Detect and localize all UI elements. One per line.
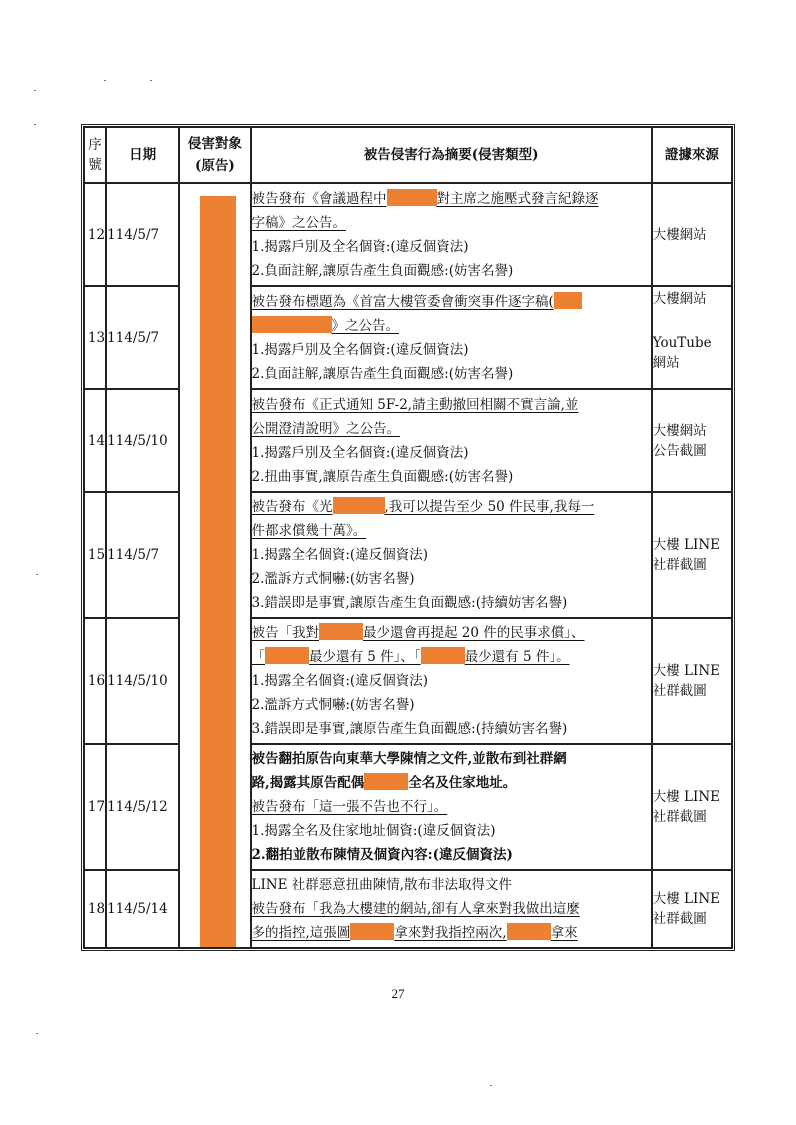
redaction-bar <box>200 196 236 947</box>
row-summary: 被告翻拍原告向東華大學陳情之文件,並散布到社群網 路,揭露其原告配偶 全名及住家地址。 被告發布「這一張不告也不行」。 1.揭露全名及住家地址個資:(違反個資法) 2.翻拍並散布陳情及個資內容:(違反個資法) <box>251 744 652 870</box>
row-source <box>652 744 732 870</box>
row-source <box>652 389 732 492</box>
scan-speck <box>490 1085 492 1086</box>
source-line: 大樓網站 <box>652 422 707 439</box>
table-header-row <box>84 127 732 183</box>
source-line: 大樓網站 <box>652 226 707 243</box>
row-number: 15 <box>84 492 106 618</box>
scan-speck <box>36 574 38 575</box>
source-line: 社群截圖 <box>652 911 707 927</box>
row-date: 114/5/14 <box>106 870 179 948</box>
row-date: 114/5/7 <box>106 286 179 389</box>
scan-speck <box>36 1033 38 1034</box>
source-line: 大樓網站 <box>652 291 707 307</box>
redaction-block <box>387 189 437 206</box>
source-line: 社群截圖 <box>652 809 707 825</box>
row-source <box>652 286 732 389</box>
row-date: 114/5/7 <box>106 183 179 286</box>
redaction-block <box>364 773 408 790</box>
scan-speck <box>34 90 36 91</box>
row-source <box>652 183 732 286</box>
row-summary: 被告發布《會議過程中 對主席之施壓式發言紀錄逐 字稿》之公告。 1.揭露戶別及全名個資:(違反個資法) 2.負面註解,讓原告產生負面觀感:(妨害名譽) <box>251 183 652 286</box>
source-line: 社群截圖 <box>652 557 707 573</box>
row-date: 114/5/10 <box>106 618 179 744</box>
row-summary: LINE 社群惡意扭曲陳情,散布非法取得文件 被告發布「我為大樓建的網站,卻有人拿來對我做出這麼 多的指控,這張圖 拿來對我指控兩次, 拿來 <box>251 870 652 948</box>
source-line: 大樓 LINE <box>652 663 720 679</box>
row-date: 114/5/10 <box>106 389 179 492</box>
table-row <box>84 183 732 286</box>
row-summary: 被告發布《正式通知 5F-2,請主動撤回相關不實言論,並 公開澄清說明》之公告。 1.揭露戶別及全名個資:(違反個資法) 2.扭曲事實,讓原告產生負面觀感:(妨害名譽) <box>251 389 652 492</box>
redaction-block <box>252 316 332 333</box>
infringement-table <box>81 124 735 951</box>
redaction-block <box>333 497 385 514</box>
scan-speck <box>104 80 106 81</box>
source-line: 網站 <box>652 355 680 371</box>
row-source <box>652 870 732 948</box>
header-victim <box>179 127 250 183</box>
scan-speck <box>150 80 152 81</box>
row-summary: 被告發布《光 ,我可以提告至少 50 件民事,我每一 件都求償幾十萬》。 1.揭露全名個資:(違反個資法) 2.濫訴方式恫嚇:(妨害名譽) 3.錯誤即是事實,讓原告產生負面觀感:(持續妨害名譽) <box>251 492 652 618</box>
header-seq-line1: 序 <box>88 137 102 153</box>
row-number: 12 <box>84 183 106 286</box>
source-line: 公告截圖 <box>652 442 707 459</box>
header-seq <box>84 127 106 183</box>
row-number: 17 <box>84 744 106 870</box>
header-victim-line2: (原告) <box>195 158 235 174</box>
redaction-block <box>319 623 363 640</box>
row-date: 114/5/12 <box>106 744 179 870</box>
redaction-block <box>554 292 582 309</box>
redaction-block <box>350 923 394 940</box>
row-number: 18 <box>84 870 106 948</box>
row-number: 14 <box>84 389 106 492</box>
redaction-block <box>421 647 465 664</box>
header-victim-line1: 侵害對象 <box>187 136 242 152</box>
source-line: 大樓 LINE <box>652 537 720 553</box>
source-line: 大樓 LINE <box>652 789 720 805</box>
row-summary: 被告發布標題為《首富大樓管委會衝突事件逐字稿( 》之公告。 1.揭露戶別及全名個資:(違反個資法) 2.負面註解,讓原告產生負面觀感:(妨害名譽) <box>251 286 652 389</box>
redaction-block <box>507 923 551 940</box>
header-source: 證據來源 <box>652 127 732 183</box>
scan-speck <box>34 124 36 125</box>
row-source <box>652 618 732 744</box>
row-summary: 被告「我對 最少還會再提起 20 件的民事求償」、 「 最少還有 5 件」、「 最少還有 5 件」。 1.揭露全名個資:(違反個資法) 2.濫訴方式恫嚇:(妨害名譽) 3.錯誤即是事實,讓原告產生負面觀感:(持續妨害名譽) <box>251 618 652 744</box>
page-number: 27 <box>391 986 405 1001</box>
row-date: 114/5/7 <box>106 492 179 618</box>
header-seq-line2: 號 <box>88 157 102 173</box>
header-date: 日期 <box>106 127 179 183</box>
header-summary: 被告侵害行為摘要(侵害類型) <box>251 127 652 183</box>
source-line: 社群截圖 <box>652 683 707 699</box>
row-number: 16 <box>84 618 106 744</box>
victim-cell-redacted <box>179 183 250 948</box>
row-source <box>652 492 732 618</box>
source-line: YouTube <box>652 335 712 351</box>
row-number: 13 <box>84 286 106 389</box>
source-line: 大樓 LINE <box>652 891 720 907</box>
redaction-block <box>265 647 309 664</box>
